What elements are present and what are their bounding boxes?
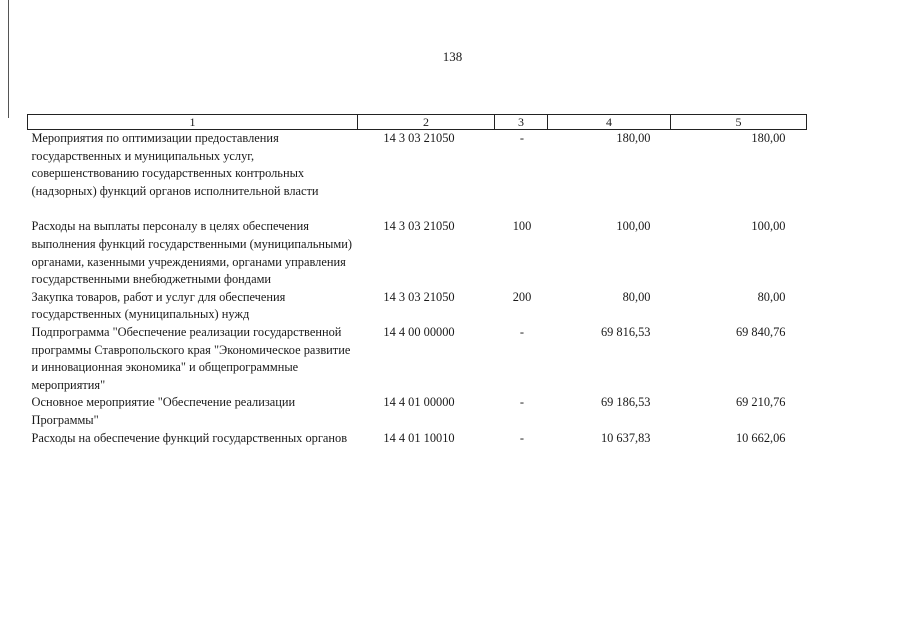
- table-row: [28, 289, 807, 324]
- row-budget-code: 14 3 03 21050: [383, 289, 455, 304]
- row-expense-type: -: [519, 131, 525, 145]
- row-amount-col5: 180,00: [751, 131, 786, 145]
- column-header-2: 2: [358, 115, 495, 130]
- row-description: Подпрограмма "Обеспечение реализации государственной программы Ставропольского края "Экономическое развитие и инновационная экономика" и общепрограммные мероприятия": [31, 324, 351, 392]
- row-expense-type: -: [519, 395, 525, 410]
- row-description: Расходы на выплаты персоналу в целях обеспечения выполнения функций государственными (муниципальными) органами, казенными учреждениями, органами управления государственными внебюджетными фондами: [31, 219, 352, 287]
- table-row: [28, 218, 807, 288]
- row-description: Расходы на обеспечение функций государственных органов: [31, 430, 348, 445]
- row-expense-type: 200: [512, 289, 532, 304]
- row-expense-type: 100: [512, 219, 532, 234]
- row-amount-col4: 69 816,53: [600, 324, 651, 339]
- row-expense-type: -: [519, 324, 525, 339]
- row-amount-col4: 10 637,83: [600, 430, 651, 445]
- table-row: [28, 324, 807, 394]
- budget-table-container: [27, 114, 806, 447]
- row-amount-col5: 69 840,76: [735, 324, 786, 339]
- row-amount-col4: 100,00: [616, 219, 651, 234]
- page-number: 138: [442, 49, 463, 64]
- row-expense-type: -: [519, 430, 525, 445]
- row-amount-col4: 180,00: [616, 131, 651, 145]
- table-row: [28, 394, 807, 429]
- budget-table: [27, 114, 807, 447]
- row-budget-code: 14 4 01 10010: [383, 430, 455, 445]
- row-description: Закупка товаров, работ и услуг для обеспечения государственных (муниципальных) нужд: [31, 289, 286, 322]
- column-header-5: 5: [671, 115, 807, 130]
- row-amount-col5: 10 662,06: [735, 430, 786, 445]
- row-amount-col5: 69 210,76: [735, 395, 786, 410]
- column-header-3: 3: [495, 115, 548, 130]
- table-row: [28, 130, 807, 219]
- row-amount-col4: 69 186,53: [600, 395, 651, 410]
- row-budget-code: 14 3 03 21050: [383, 219, 455, 234]
- row-budget-code: 14 4 00 00000: [383, 324, 455, 339]
- table-row: [28, 430, 807, 448]
- row-amount-col5: 100,00: [751, 219, 786, 234]
- column-header-4: 4: [548, 115, 671, 130]
- row-amount-col4: 80,00: [622, 289, 651, 304]
- row-budget-code: 14 4 01 00000: [383, 395, 455, 410]
- row-description: Основное мероприятие "Обеспечение реализации Программы": [31, 395, 296, 427]
- row-description: Мероприятия по оптимизации предоставления государственных и муниципальных услуг, совершенствованию государственных контрольных (надзорных) функций органов исполнительной власти: [31, 131, 319, 198]
- table-header: [28, 115, 807, 130]
- row-amount-col5: 80,00: [757, 289, 786, 304]
- column-header-1: 1: [28, 115, 358, 130]
- row-budget-code: 14 3 03 21050: [383, 131, 455, 145]
